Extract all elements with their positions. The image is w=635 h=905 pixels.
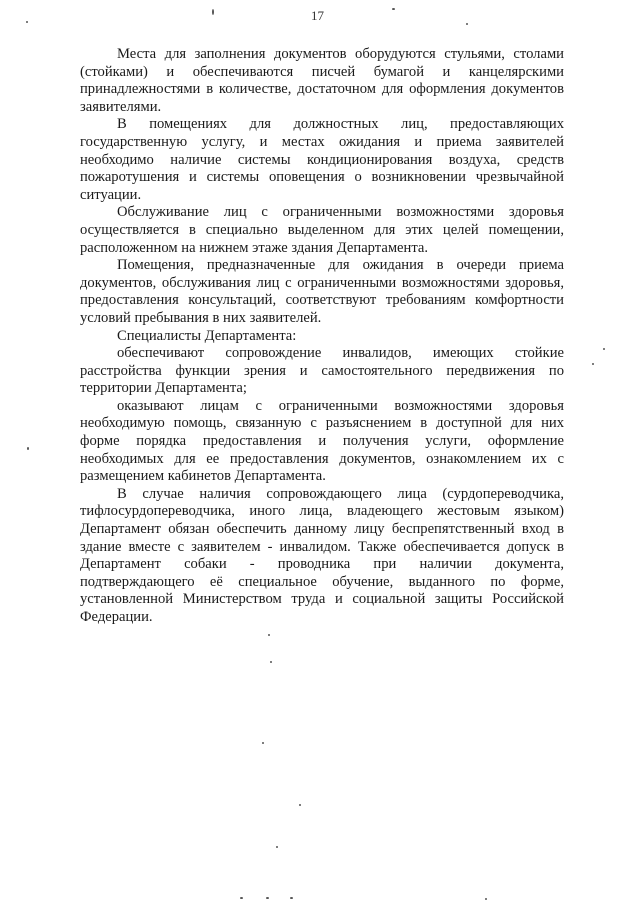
scan-speck: [290, 897, 293, 899]
scan-speck: [270, 661, 272, 663]
document-body: [80, 46, 564, 627]
scan-speck: [276, 846, 278, 848]
scan-speck: [485, 898, 487, 900]
scan-speck: [299, 804, 301, 806]
scan-speck: [240, 897, 243, 899]
scan-speck: [27, 447, 29, 450]
paragraph-companion-access: В случае наличия сопровождающего лица (сурдопереводчика, тифлосурдопереводчика, иного лица, владеющего жестовым языком) Департамент обязан обеспечить данному лицу беспрепятственный вход в здание вместе с заявителем - инвалидом. Также обеспечивается допуск в Департамент собаки - проводника при наличии документа, подтверждающего её специальное обучение, выданного по форме, установленной Министерством труда и социальной защиты Российской Федерации.: [80, 485, 564, 625]
scan-speck: [268, 634, 270, 636]
paragraph-disability-service: Обслуживание лиц с ограниченными возможностями здоровья осуществляется в специально выделенном для этих целей помещении, расположенном на нижнем этаже здания Департамента.: [80, 204, 564, 256]
scan-speck: [592, 363, 594, 365]
paragraph-waiting-areas: Помещения, предназначенные для ожидания в очереди приема документов, обслуживания лиц с ограниченными возможностями здоровья, предоставления консультаций, соответствуют требованиям комфортности условий пребывания в них заявителей.: [80, 257, 564, 326]
scan-speck: [212, 9, 214, 15]
scan-speck: [262, 742, 264, 744]
paragraph-specialists-intro: Специалисты Департамента:: [117, 327, 297, 344]
scan-speck: [603, 348, 605, 350]
scan-speck: [466, 23, 468, 25]
paragraph-escort: обеспечивают сопровождение инвалидов, имеющих стойкие расстройства функции зрения и самостоятельного передвижения по территории Департамента;: [80, 345, 564, 397]
paragraph-climate-safety: В помещениях для должностных лиц, предоставляющих государственную услугу, и местах ожидания и приема заявителей необходимо наличие системы кондиционирования воздуха, средств пожаротушения и системы оповещения о возникновении чрезвычайной ситуации.: [80, 116, 564, 203]
page-number: 17: [311, 8, 324, 23]
paragraph-assistance: оказывают лицам с ограниченными возможностями здоровья необходимую помощь, связанную с разъяснением в доступной для них форме порядка предоставления и получения услуги, оформление необходимых для ее предоставления документов, ознакомлением их с размещением кабинетов Департамента.: [80, 397, 564, 485]
scan-speck: [392, 8, 395, 10]
scan-speck: [26, 21, 28, 23]
scan-speck: [266, 897, 269, 899]
paragraph-workstations: Места для заполнения документов оборудуются стульями, столами (стойками) и обеспечиваются писчей бумагой и канцелярскими принадлежностями в количестве, достаточном для оформления документов заявителями.: [80, 46, 564, 115]
